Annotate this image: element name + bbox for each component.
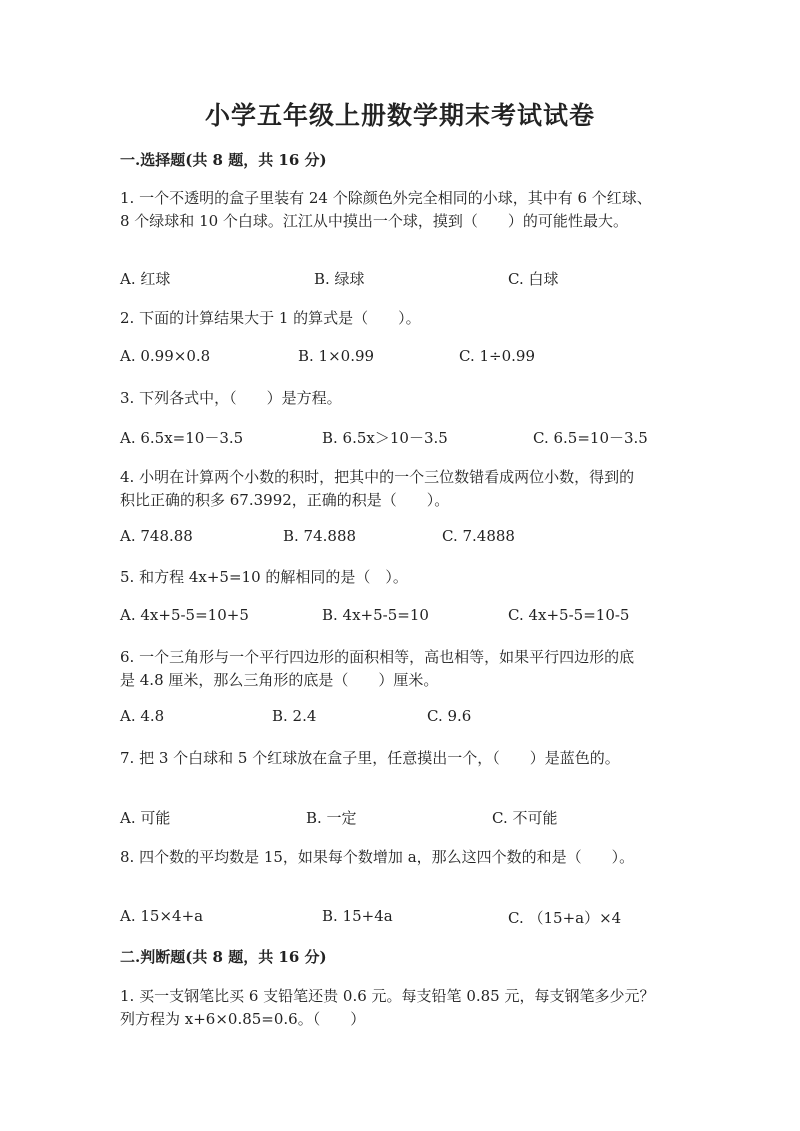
option-c: C. 1÷0.99: [459, 347, 535, 365]
question-line: 7. 把 3 个白球和 5 个红球放在盒子里，任意摸出一个，（ ）是蓝色的。: [120, 749, 620, 767]
option-b: B. 74.888: [283, 527, 357, 545]
question-line: 2. 下面的计算结果大于 1 的算式是（ ）。: [120, 309, 421, 327]
option-c: C. （15+a）×4: [508, 909, 622, 927]
options-q8: [120, 907, 680, 929]
option-c: C. 白球: [508, 270, 559, 288]
option-a: A. 红球: [120, 270, 171, 288]
question-2: [120, 307, 680, 330]
question-line: 1. 买一支钢笔比买 6 支铅笔还贵 0.6 元。每支铅笔 0.85 元，每支钢笔多少元？: [120, 987, 655, 1005]
judge-question-1: [120, 985, 680, 1031]
question-line: 6. 一个三角形与一个平行四边形的面积相等，高也相等，如果平行四边形的底: [120, 648, 635, 666]
options-q6: [120, 707, 680, 729]
option-a: A. 15×4+a: [120, 907, 204, 925]
option-a: A. 4.8: [120, 707, 165, 725]
section-heading-judge: 二.判断题(共 8 题，共 16 分): [120, 948, 327, 966]
option-a: A. 4x+5-5=10+5: [120, 606, 249, 624]
options-q1: [120, 268, 680, 290]
question-line: 5. 和方程 4x+5=10 的解相同的是（ ）。: [120, 568, 408, 586]
question-4: [120, 466, 680, 512]
page-title: 小学五年级上册数学期末考试试卷: [204, 101, 595, 130]
question-line: 积比正确的积多 67.3992，正确的积是（ ）。: [120, 491, 450, 509]
question-line: 是 4.8 厘米，那么三角形的底是（ ）厘米。: [120, 671, 439, 689]
options-q5: [120, 606, 680, 628]
question-8: [120, 846, 680, 869]
option-b: B. 2.4: [272, 707, 317, 725]
option-c: C. 不可能: [492, 809, 558, 827]
question-3: [120, 387, 680, 410]
option-b: B. 一定: [306, 809, 357, 827]
option-b: B. 1×0.99: [298, 347, 375, 365]
option-a: A. 6.5x=10－3.5: [120, 429, 244, 447]
question-line: 3. 下列各式中，（ ）是方程。: [120, 389, 342, 407]
option-b: B. 4x+5-5=10: [322, 606, 429, 624]
option-b: B. 6.5x＞10－3.5: [322, 429, 448, 447]
option-c: C. 6.5=10－3.5: [533, 429, 648, 447]
option-c: C. 4x+5-5=10-5: [508, 606, 630, 624]
question-6: [120, 646, 680, 692]
options-q3: [120, 427, 680, 449]
option-a: A. 0.99×0.8: [120, 347, 211, 365]
question-7: [120, 747, 680, 770]
question-1: [120, 187, 680, 233]
option-c: C. 9.6: [427, 707, 472, 725]
question-line: 4. 小明在计算两个小数的积时，把其中的一个三位数错看成两位小数，得到的: [120, 468, 635, 486]
question-5: [120, 566, 680, 589]
option-a: A. 748.88: [120, 527, 193, 545]
section-heading-choice: 一.选择题(共 8 题，共 16 分): [120, 151, 327, 169]
options-q4: [120, 527, 680, 549]
options-q2: [120, 347, 680, 369]
question-line: 8 个绿球和 10 个白球。江江从中摸出一个球，摸到（ ）的可能性最大。: [120, 212, 628, 230]
option-b: B. 15+4a: [322, 907, 393, 925]
options-q7: [120, 807, 680, 829]
question-line: 1. 一个不透明的盒子里装有 24 个除颜色外完全相同的小球，其中有 6 个红球、: [120, 189, 652, 207]
question-line: 8. 四个数的平均数是 15，如果每个数增加 a，那么这四个数的和是（ ）。: [120, 848, 635, 866]
option-a: A. 可能: [120, 809, 171, 827]
option-b: B. 绿球: [314, 270, 365, 288]
option-c: C. 7.4888: [442, 527, 515, 545]
question-line: 列方程为 x+6×0.85=0.6。（ ）: [120, 1010, 366, 1028]
